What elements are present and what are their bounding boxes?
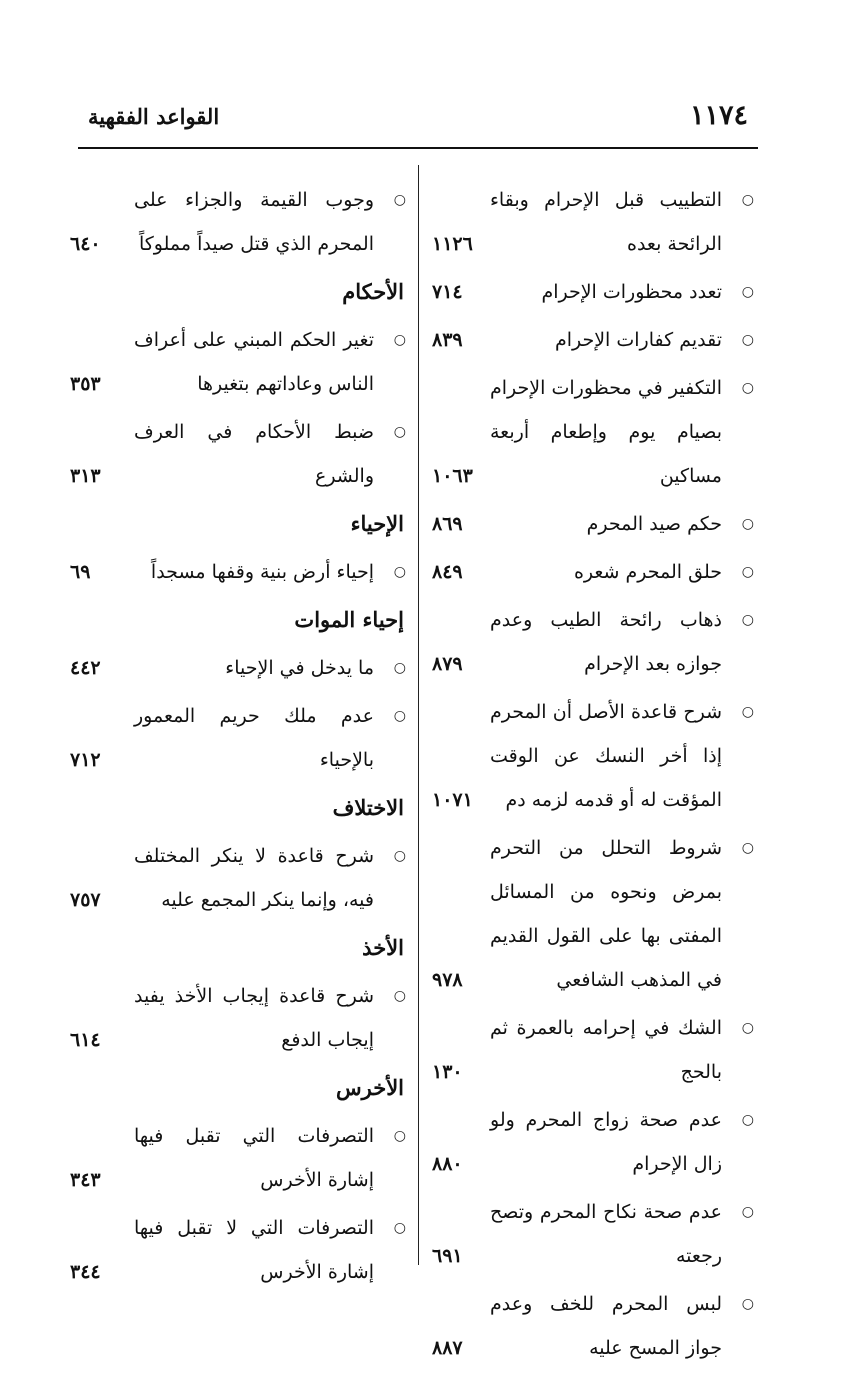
entry-page-number: ٦٤٠ bbox=[70, 233, 101, 255]
section-heading: الإحياء bbox=[350, 511, 404, 536]
entry-page-number: ٨٤٩ bbox=[432, 561, 463, 583]
index-entry bbox=[70, 694, 410, 782]
bullet-icon: ○ bbox=[741, 332, 754, 348]
section-heading: الاختلاف bbox=[332, 795, 404, 820]
bullet-icon: ○ bbox=[393, 988, 406, 1004]
section-heading: الأخرس bbox=[335, 1075, 404, 1100]
section-heading: الأخذ bbox=[362, 935, 404, 960]
bullet-icon: ○ bbox=[393, 848, 406, 864]
bullet-icon: ○ bbox=[741, 840, 754, 856]
bullet-icon: ○ bbox=[741, 284, 754, 300]
index-entry bbox=[428, 318, 758, 362]
index-entry bbox=[428, 1282, 758, 1370]
running-title: القواعد الفقهية bbox=[88, 104, 220, 129]
entry-page-number: ٧٥٧ bbox=[70, 889, 101, 911]
entry-page-number: ١٠٧١ bbox=[432, 789, 473, 811]
entry-page-number: ٨٨٠ bbox=[432, 1153, 463, 1175]
index-entry bbox=[428, 826, 758, 1002]
bullet-icon: ○ bbox=[393, 708, 406, 724]
index-entry bbox=[428, 598, 758, 686]
bullet-icon: ○ bbox=[741, 1020, 754, 1036]
index-entry bbox=[70, 646, 410, 690]
entry-text: عدم صحة نكاح المحرم وتصح رجعته bbox=[490, 1201, 722, 1267]
index-entry bbox=[428, 270, 758, 314]
entry-page-number: ١١٢٦ bbox=[432, 233, 473, 255]
index-entry bbox=[428, 1098, 758, 1186]
bullet-icon: ○ bbox=[393, 564, 406, 580]
entry-page-number: ٩٧٨ bbox=[432, 969, 463, 991]
index-entry bbox=[70, 974, 410, 1062]
bullet-icon: ○ bbox=[393, 332, 406, 348]
entry-text: ذهاب رائحة الطيب وعدم جوازه بعد الإحرام bbox=[490, 609, 722, 675]
entry-text: وجوب القيمة والجزاء على المحرم الذي قتل صيداً مملوكاً bbox=[134, 189, 374, 255]
bullet-icon: ○ bbox=[741, 516, 754, 532]
bullet-icon: ○ bbox=[741, 612, 754, 628]
index-entry bbox=[428, 178, 758, 266]
bullet-icon: ○ bbox=[393, 660, 406, 676]
index-entry bbox=[70, 834, 410, 922]
entry-page-number: ٧١٢ bbox=[70, 749, 101, 771]
entry-text: إحياء أرض بنية وقفها مسجداً bbox=[150, 561, 374, 583]
entry-page-number: ٨٣٩ bbox=[432, 329, 463, 351]
entry-page-number: ١٣٠ bbox=[432, 1061, 463, 1083]
index-entry bbox=[428, 1190, 758, 1278]
entry-text: التطييب قبل الإحرام وبقاء الرائحة بعده bbox=[490, 189, 722, 255]
column-divider bbox=[418, 165, 419, 1265]
bullet-icon: ○ bbox=[393, 424, 406, 440]
entry-text: الشك في إحرامه بالعمرة ثم بالحج bbox=[490, 1017, 722, 1083]
entry-page-number: ٧١٤ bbox=[432, 281, 463, 303]
bullet-icon: ○ bbox=[741, 380, 754, 396]
entry-text: تعدد محظورات الإحرام bbox=[541, 281, 722, 303]
entry-text: عدم ملك حريم المعمور بالإحياء bbox=[134, 705, 374, 771]
index-entry bbox=[428, 690, 758, 822]
index-entry bbox=[428, 550, 758, 594]
index-entry bbox=[70, 1206, 410, 1294]
bullet-icon: ○ bbox=[741, 192, 754, 208]
entry-text: التصرفات التي لا تقبل فيها إشارة الأخرس bbox=[134, 1217, 374, 1283]
entry-text: حلق المحرم شعره bbox=[573, 561, 722, 583]
right-column bbox=[428, 178, 758, 1374]
entry-page-number: ١٠٦٣ bbox=[432, 465, 473, 487]
entry-page-number: ٦٩ bbox=[70, 561, 91, 583]
entry-text: التكفير في محظورات الإحرام بصيام يوم وإطعام أربعة مساكين bbox=[490, 377, 722, 487]
bullet-icon: ○ bbox=[741, 704, 754, 720]
bullet-icon: ○ bbox=[741, 1204, 754, 1220]
bullet-icon: ○ bbox=[393, 1128, 406, 1144]
entry-text: تغير الحكم المبني على أعراف الناس وعاداتهم بتغيرها bbox=[134, 329, 374, 395]
entry-page-number: ٣٤٤ bbox=[70, 1261, 101, 1283]
entry-text: شروط التحلل من التحرم بمرض ونحوه من المسائل المفتى بها على القول القديم في المذهب الشافعي bbox=[490, 837, 722, 991]
index-entry bbox=[70, 410, 410, 498]
entry-page-number: ٦٩١ bbox=[432, 1245, 463, 1267]
index-entry bbox=[428, 1006, 758, 1094]
entry-text: ما يدخل في الإحياء bbox=[225, 657, 374, 679]
entry-page-number: ٦١٤ bbox=[70, 1029, 101, 1051]
bullet-icon: ○ bbox=[741, 564, 754, 580]
index-entry bbox=[70, 550, 410, 594]
entry-text: لبس المحرم للخف وعدم جواز المسح عليه bbox=[490, 1293, 722, 1359]
entry-text: تقديم كفارات الإحرام bbox=[554, 329, 722, 351]
bullet-icon: ○ bbox=[741, 1112, 754, 1128]
header-rule bbox=[78, 147, 758, 149]
entry-text: حكم صيد المحرم bbox=[586, 513, 722, 535]
left-column bbox=[70, 178, 410, 1298]
entry-text: ضبط الأحكام في العرف والشرع bbox=[134, 421, 374, 487]
index-entry bbox=[428, 502, 758, 546]
index-entry bbox=[70, 178, 410, 266]
index-entry bbox=[70, 318, 410, 406]
entry-page-number: ٨٨٧ bbox=[432, 1337, 463, 1359]
entry-text: شرح قاعدة لا ينكر المختلف فيه، وإنما ينكر المجمع عليه bbox=[134, 845, 374, 911]
entry-text: التصرفات التي تقبل فيها إشارة الأخرس bbox=[134, 1125, 374, 1191]
entry-page-number: ٤٤٢ bbox=[70, 657, 101, 679]
bullet-icon: ○ bbox=[393, 1220, 406, 1236]
entry-text: عدم صحة زواج المحرم ولو زال الإحرام bbox=[490, 1109, 722, 1175]
entry-page-number: ٨٦٩ bbox=[432, 513, 463, 535]
section-heading: إحياء الموات bbox=[294, 607, 404, 632]
entry-text: شرح قاعدة الأصل أن المحرم إذا أخر النسك عن الوقت المؤقت له أو قدمه لزمه دم bbox=[490, 701, 722, 811]
page-number: ١١٧٤ bbox=[689, 100, 748, 131]
bullet-icon: ○ bbox=[393, 192, 406, 208]
index-entry bbox=[428, 366, 758, 498]
index-entry bbox=[70, 1114, 410, 1202]
entry-page-number: ٣٤٣ bbox=[70, 1169, 101, 1191]
entry-text: شرح قاعدة إيجاب الأخذ يفيد إيجاب الدفع bbox=[134, 985, 374, 1051]
bullet-icon: ○ bbox=[741, 1296, 754, 1312]
section-heading: الأحكام bbox=[342, 279, 404, 304]
entry-page-number: ٨٧٩ bbox=[432, 653, 463, 675]
entry-page-number: ٣٥٣ bbox=[70, 373, 101, 395]
entry-page-number: ٣١٣ bbox=[70, 465, 101, 487]
